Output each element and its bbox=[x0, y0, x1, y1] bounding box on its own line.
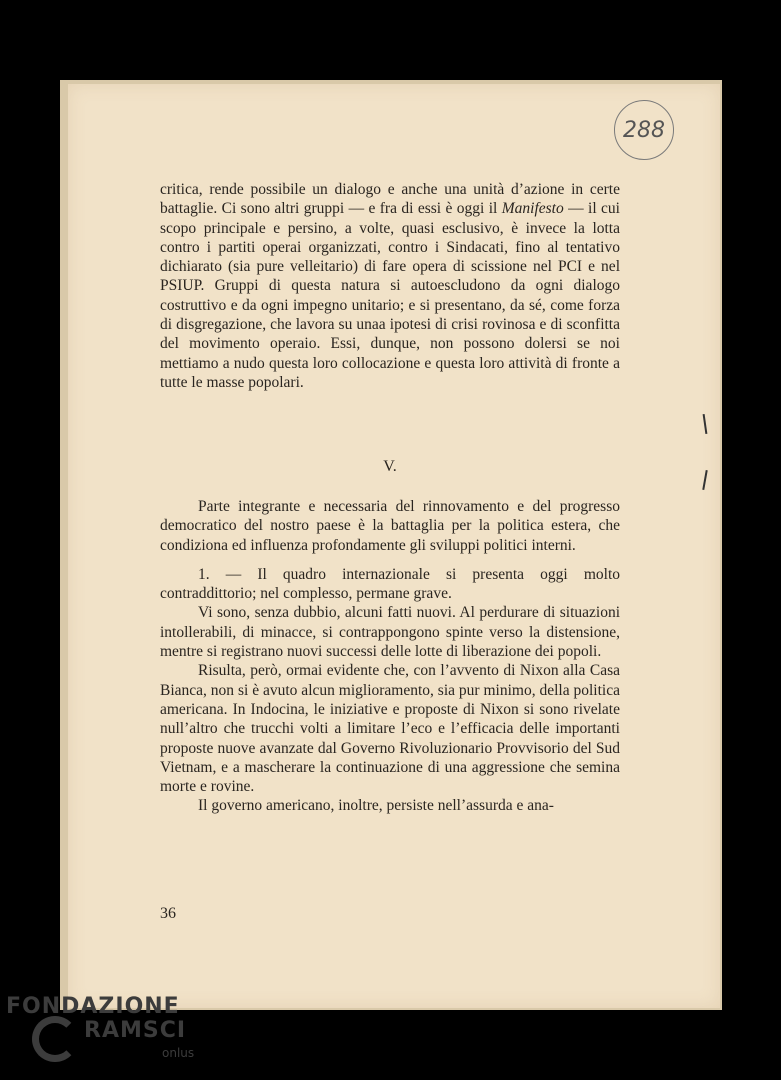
paragraph-2: 1. — Il quadro internazionale si presenta oggi molto contraddittorio; nel complesso, permane grave. bbox=[160, 565, 620, 603]
paragraph-5: Il governo americano, inoltre, persiste nell’assurda e ana- bbox=[198, 797, 554, 815]
page-number: 36 bbox=[160, 905, 176, 922]
section-text-block bbox=[160, 497, 620, 816]
top-paragraph-part-1: critica, rende possibile un dialogo e anche una unità d’azione in certe battaglie. Ci sono altri gruppi — e fra di essi è oggi il bbox=[160, 181, 620, 218]
watermark-onlus: onlus bbox=[162, 1046, 195, 1060]
top-text-block bbox=[160, 180, 620, 392]
manifesto-italic: Manifesto bbox=[501, 200, 564, 218]
paragraph-4: Risulta, però, ormai evidente che, con l’avvento di Nixon alla Casa Bianca, non si è avuto alcun miglioramento, sia pur minimo, della politica americana. In Indocina, le iniziative e proposte di Nixon si sono rivelate null’altro che trucchi volti a limitare l’eco e l’efficacia delle importanti proposte nuove avanzate dal Governo Rivoluzionario Provvisorio del Sud Vietnam, e a mascherare la continuazione di una aggressione che semina morte e rovine. bbox=[160, 662, 620, 796]
watermark-line-2: RAMSCI bbox=[84, 1018, 187, 1043]
paragraph-1: Parte integrante e necessaria del rinnovamento e del progresso democratico del nostro paese è la battaglia per la politica estera, che condiziona ed influenza profondamente gli sviluppi politici interni. bbox=[160, 498, 620, 554]
annotation-number: 288 bbox=[623, 117, 665, 143]
paragraph-3: Vi sono, senza dubbio, alcuni fatti nuovi. Al perdurare di situazioni intollerabili, di minacce, si contrappongono spinte verso la distensione, mentre si registrano nuovi successi delle lotte di liberazione dei popoli. bbox=[160, 604, 620, 661]
watermark-line-1: FONDAZIONE bbox=[6, 994, 180, 1019]
top-paragraph bbox=[160, 180, 620, 392]
watermark-g-logo bbox=[32, 1016, 78, 1062]
section-heading: V. bbox=[383, 458, 397, 475]
handwritten-page-annotation bbox=[614, 100, 674, 160]
fondazione-gramsci-watermark bbox=[6, 994, 196, 1074]
top-paragraph-part-2: — il cui scopo principale e persino, a volte, quasi esclusivo, è invece la lotta contro i partiti operai organizzati, contro i Sindacati, fino al tentativo dichiarato (sia pure velleitario) di fare opera di scissione nel PCI e nel PSIUP. Gruppi di questa natura si autoescludono da ogni dialogo costruttivo e da ogni impegno unitario; e si presentano, da sé, come forza di disgregazione, che lavora su unaa ipotesi di crisi rovinosa e di sconfitta del movimento operaio. Essi, dunque, non possono dolersi se noi mettiamo a nudo questa loro collocazione e questa loro attività di fronte a tutte le masse popolari. bbox=[160, 200, 620, 391]
